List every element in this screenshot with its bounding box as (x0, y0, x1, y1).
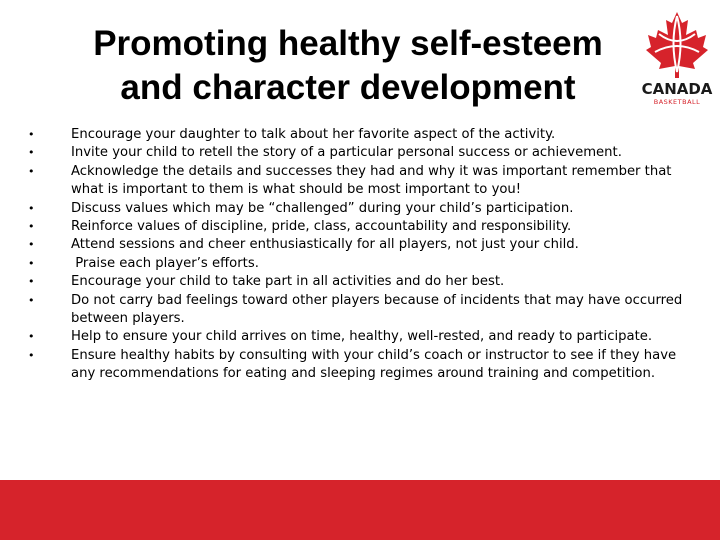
list-item: • Attend sessions and cheer enthusiastically for all players, not just your child. (28, 236, 698, 254)
slide-title-line-2: and character development (120, 68, 576, 107)
list-item: • Praise each player’s efforts. (28, 255, 698, 273)
list-item: • Encourage your daughter to talk about her favorite aspect of the activity. (28, 126, 698, 144)
list-item: • Help to ensure your child arrives on time, healthy, well-rested, and ready to participate. (28, 328, 698, 346)
logo-wordmark: CANADA (641, 80, 713, 98)
slide-title (56, 22, 640, 110)
bullet-list (28, 126, 698, 384)
list-item: • Discuss values which may be “challenged” during your child’s participation. (28, 200, 698, 218)
list-item: • Encourage your child to take part in all activities and do her best. (28, 273, 698, 291)
canada-basketball-logo (637, 8, 717, 108)
list-item: • Reinforce values of discipline, pride, class, accountability and responsibility. (28, 218, 698, 236)
slide-title-line-1: Promoting healthy self-esteem (93, 24, 603, 63)
list-item: • Do not carry bad feelings toward other players because of incidents that may have occurred between players. (28, 292, 698, 329)
logo-subtext: BASKETBALL (653, 98, 701, 106)
list-item: • Invite your child to retell the story of a particular personal success or achievement. (28, 144, 698, 162)
list-item: • Acknowledge the details and successes they had and why it was important remember that what is important to them is what should be most important to you! (28, 163, 698, 200)
footer-band (0, 480, 720, 540)
maple-leaf-ball-icon (646, 12, 708, 78)
list-item: • Ensure healthy habits by consulting with your child’s coach or instructor to see if they have any recommendations for eating and sleeping regimes around training and competition. (28, 347, 698, 384)
